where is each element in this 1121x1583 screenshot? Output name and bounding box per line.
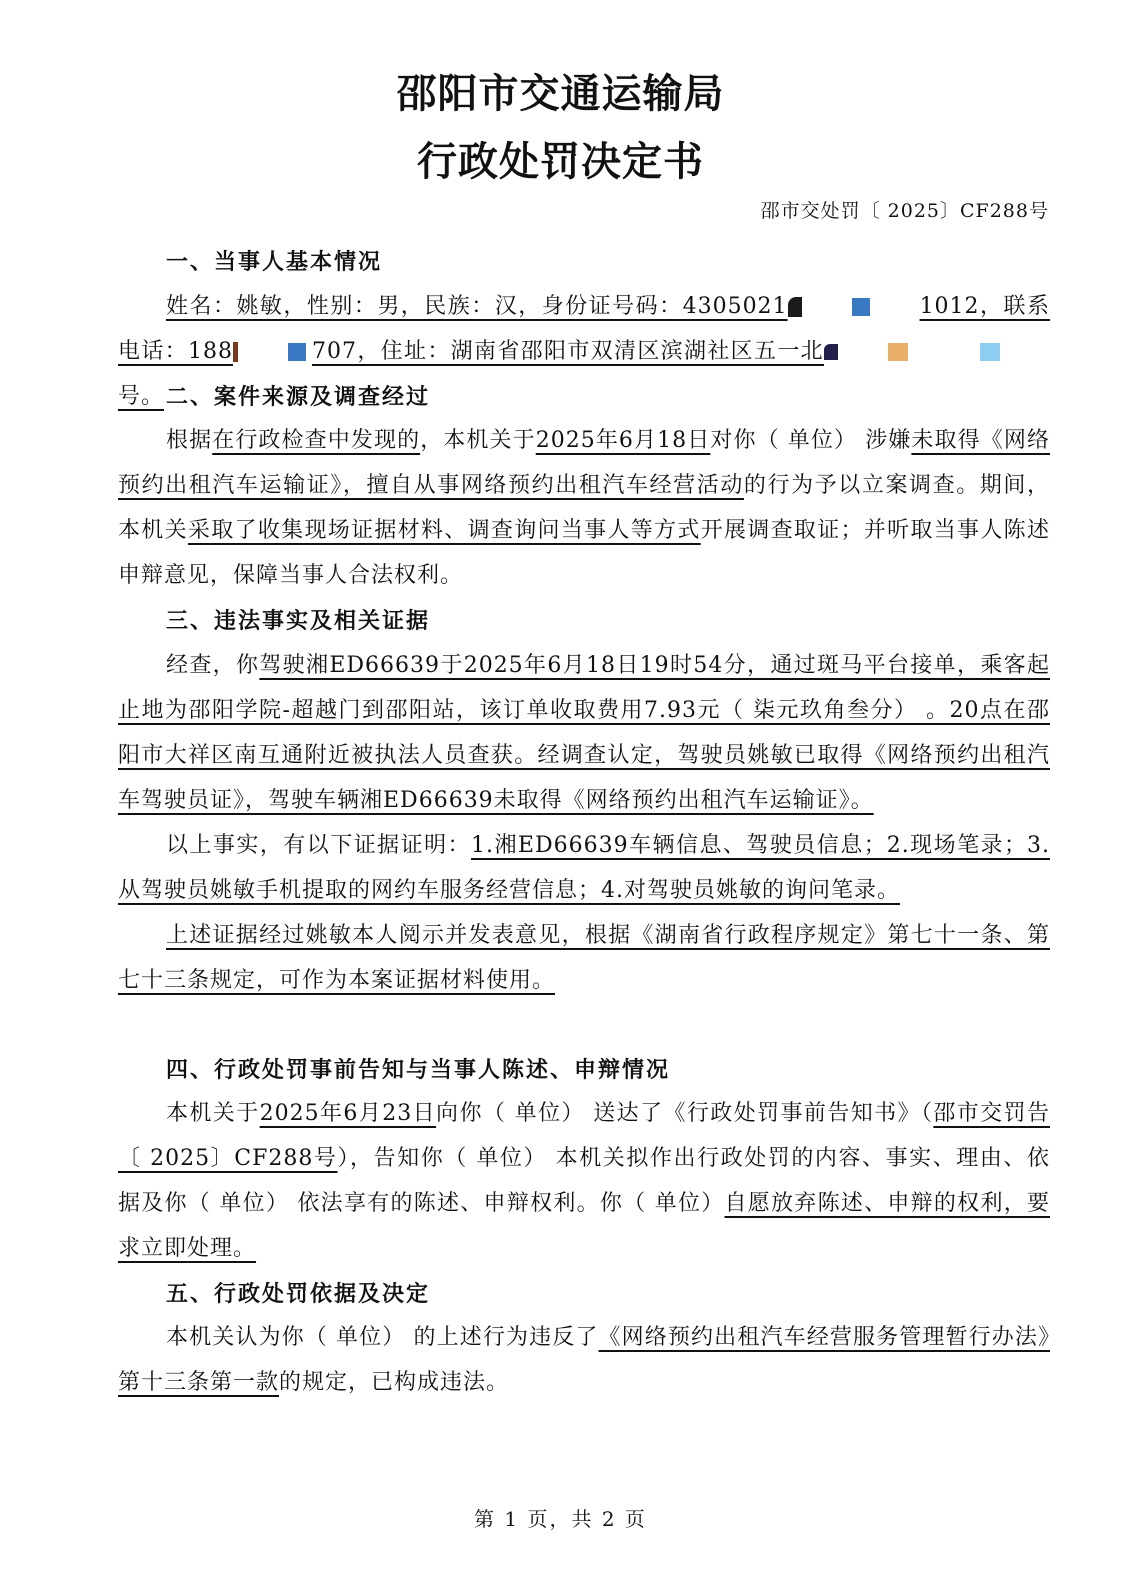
party-statement: 自愿放弃陈述、申辩的权利，要求立即处理。 [118,1191,1050,1261]
notice-date: 2025年6月23日 [259,1101,437,1126]
evidence-admissibility-paragraph [118,913,1050,1003]
evidence-paragraph: 以上事实，有以下证据证明：1.湘ED66639车辆信息、驾驶员信息；2.现场笔录；3.从驾驶员姚敏手机提取的网约车服务经营信息；4.对驾驶员姚敏的询问笔录。 [118,833,1050,903]
investigation-method: 采取了收集现场证据材料、调查询问当事人等方式 [187,518,701,543]
document-number: 邵市交处罚〔 2025〕CF288号 [760,200,1049,222]
section-heading: 二、案件来源及调查经过 [166,385,431,410]
page-footer: 第 1 页，共 2 页 [474,1507,647,1531]
section-prior-notice [118,1053,1050,1084]
violation-facts: 驾驶湘ED66639于2025年6月18日19时54分，通过斑马平台接单，乘客起止地为邵阳学院-超越门到邵阳站，该订单收取费用7.93元（ 柒元玖角叁分） 。20点在邵阳市大祥区南互通附近被执法人员查获。经调查认定，驾驶员姚敏已取得《网络预约出租汽车驾驶员证》，驾驶车辆湘ED66639未取得《网络预约出租汽车运输证》。 [118,653,1050,813]
legal-basis: 《网络预约出租汽车经营服务管理暂行办法》第十三条第一款 [118,1325,1050,1395]
notice-number: 邵市交罚告〔 2025〕CF288号 [118,1101,1050,1171]
prior-notice-body [118,1091,1050,1271]
redaction-mark [852,298,870,316]
redaction-mark [824,344,838,360]
section-heading: 五、行政处罚依据及决定 [166,1282,431,1307]
prior-notice-paragraph: 本机关于2025年6月23日向你（ 单位） 送达了《行政处罚事前告知书》（邵市交罚告〔 2025〕CF288号），告知你（ 单位） 本机关拟作出行政处罚的内容、事实、理由、依据及你（ 单位） 依法享有的陈述、申辩权利。你（ 单位）自愿放弃陈述、申辩的权利，要求立即处理。 [118,1101,1050,1261]
redaction-mark [233,342,238,362]
party-info-line1a: 姓名：姚敏，性别：男，民族：汉，身份证号码：4305021 [166,294,788,319]
section-basis-decision [118,1277,1050,1308]
party-info-line1b: 1012，联系电 [118,294,1050,364]
redaction-mark [888,343,908,361]
evidence-admissibility: 上述证据经过姚敏本人阅示并发表意见，根据《湖南省行政程序规定》第七十一条、第七十三条规定，可作为本案证据材料使用。 [118,923,1050,993]
case-source-origin: 在行政检查中发现的 [212,428,421,453]
section-heading: 三、违法事实及相关证据 [166,609,431,634]
redaction-mark [788,297,802,317]
suspected-violation: 未取得《网络预约出租汽车运输证》，擅自从事网络预约出租汽车经营活动 [118,428,1050,498]
case-source-body [118,418,1050,598]
party-info-line2b: 707，住址：湖南省邵阳市双清区滨湖社区五一北 [312,339,824,364]
facts-body [118,643,1050,1003]
basis-body [118,1315,1050,1405]
basis-paragraph: 本机关认为你（ 单位） 的上述行为违反了《网络预约出租汽车经营服务管理暂行办法》第十三条第一款的规定，已构成违法。 [118,1325,1050,1395]
party-info-line2a: 话：188 [141,339,234,364]
org-title: 邵阳市交通运输局 [396,71,725,117]
section-heading: 一、当事人基本情况 [166,250,383,275]
section-party-info [118,245,1050,276]
evidence-list: 1.湘ED66639车辆信息、驾驶员信息；2.现场笔录；3.从驾驶员姚敏手机提取的网约车服务经营信息；4.对驾驶员姚敏的询问笔录。 [118,833,1050,903]
facts-paragraph: 经查，你驾驶湘ED66639于2025年6月18日19时54分，通过斑马平台接单，乘客起止地为邵阳学院-超越门到邵阳站，该订单收取费用7.93元（ 柒元玖角叁分） 。20点在邵阳市大祥区南互通附近被执法人员查获。经调查认定，驾驶员姚敏已取得《网络预约出租汽车驾驶员证》，驾驶车辆湘ED66639未取得《网络预约出租汽车运输证》。 [118,653,1050,813]
section-case-source [118,380,1050,411]
case-source-paragraph: 根据在行政检查中发现的，本机关于2025年6月18日对你（ 单位） 涉嫌未取得《网络预约出租汽车运输证》，擅自从事网络预约出租汽车经营活动的行为予以立案调查。期间，本机关采取了收集现场证据材料、调查询问当事人等方式开展调查取证；并听取当事人陈述申辩意见，保障当事人合法权利。 [118,428,1050,588]
section-heading: 四、行政处罚事前告知与当事人陈述、申辩情况 [166,1058,671,1083]
doc-type-title: 行政处罚决定书 [417,139,704,185]
redaction-mark [980,343,1000,361]
section-facts-evidence [118,604,1050,635]
case-date: 2025年6月18日 [535,428,711,453]
redaction-mark [288,343,306,361]
party-info-line2c: 号。 [118,384,165,409]
